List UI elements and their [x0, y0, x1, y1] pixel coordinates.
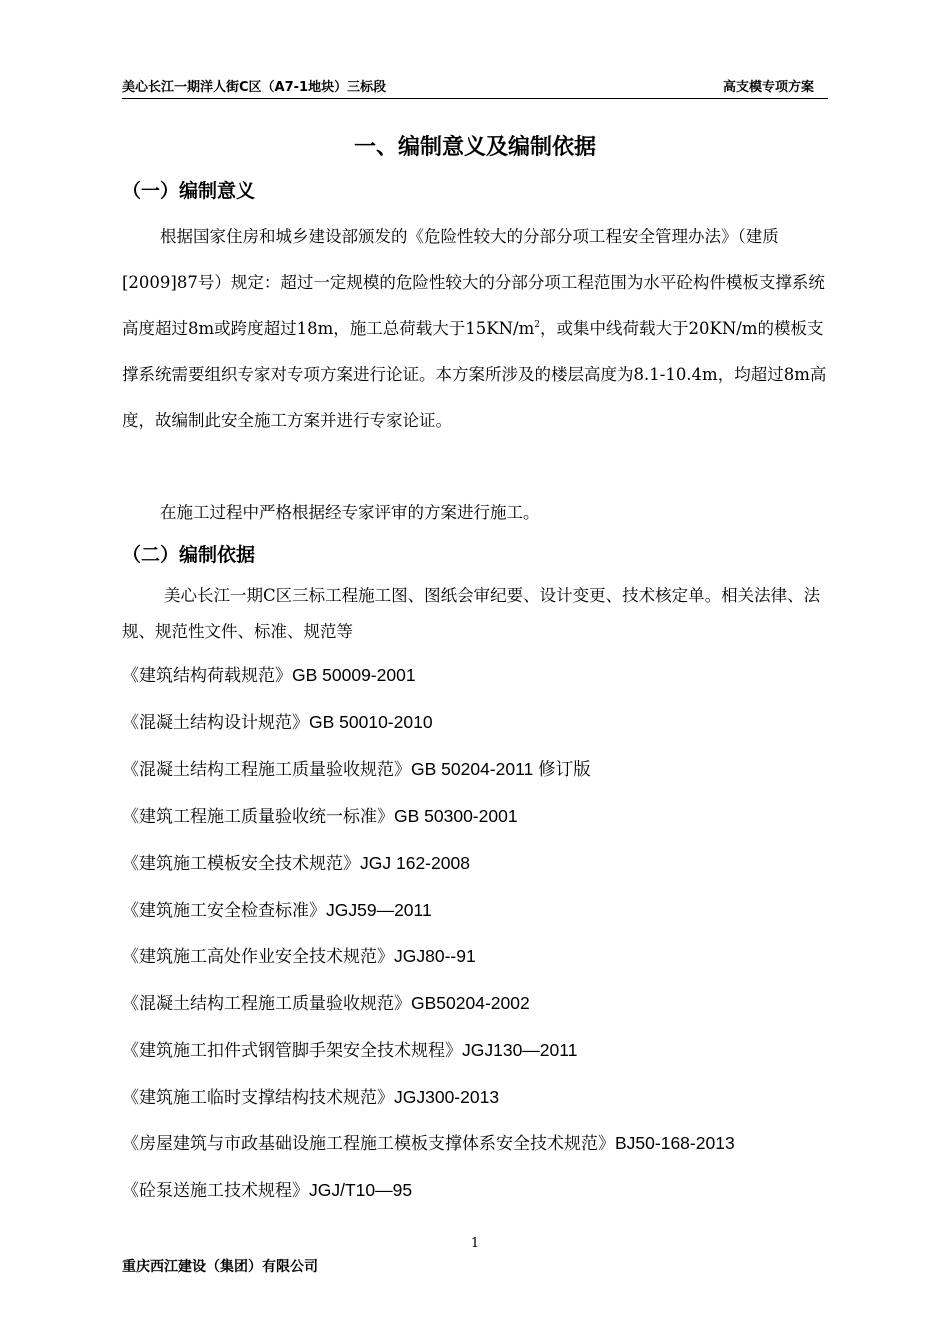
reference-item: 《建筑施工模板安全技术规范》JGJ 162-2008 [122, 853, 470, 874]
reference-item: 《混凝土结构工程施工质量验收规范》GB50204-2002 [122, 993, 530, 1014]
reference-item: 《建筑结构荷载规范》GB 50009-2001 [122, 665, 416, 686]
construction-paragraph: 在施工过程中严格根据经专家评审的方案进行施工。 [160, 503, 540, 522]
section-heading-basis: （二）编制依据 [122, 544, 256, 566]
header-project-name: 美心长江一期洋人街C区（A7-1地块）三标段 [122, 80, 387, 95]
page-header [122, 74, 828, 99]
reference-item: 《建筑施工临时支撑结构技术规范》JGJ300-2013 [122, 1087, 500, 1108]
reference-item: 《砼泵送施工技术规程》JGJ/T10—95 [122, 1180, 413, 1201]
reference-item: 《混凝土结构设计规范》GB 50010-2010 [122, 712, 433, 733]
chapter-title: 一、编制意义及编制依据 [353, 135, 596, 160]
header-doc-type: 高支模专项方案 [722, 80, 814, 95]
superscript: 2 [534, 320, 540, 330]
section-heading-significance: （一）编制意义 [122, 180, 256, 202]
reference-item: 《建筑施工安全检查标准》JGJ59—2011 [122, 900, 432, 921]
page-number: 1 [470, 1236, 480, 1251]
footer-company: 重庆西江建设（集团）有限公司 [122, 1259, 318, 1275]
reference-item: 《建筑施工扣件式钢管脚手架安全技术规程》JGJ130—2011 [122, 1040, 578, 1061]
reference-item: 《建筑工程施工质量验收统一标准》GB 50300-2001 [122, 806, 518, 827]
reference-item: 《建筑施工高处作业安全技术规范》JGJ80--91 [122, 946, 476, 967]
reference-item: 《房屋建筑与市政基础设施工程施工模板支撑体系安全技术规范》BJ50-168-2013 [122, 1133, 735, 1154]
basis-intro-paragraph: 美心长江一期C区三标工程施工图、图纸会审纪要、设计变更、技术核定单。相关法律、法规、规范性文件、标准、规范等 [122, 586, 821, 641]
significance-paragraph: 根据国家住房和城乡建设部颁发的《危险性较大的分部分项工程安全管理办法》（建质[2009]87号）规定：超过一定规模的危险性较大的分部分项工程范围为水平砼构件模板支撑系统高度超过8m或跨度超过18m，施工总荷载大于$15KN/m^2$，或集中线荷载大于20KN/m的模板支撑系统需要组织专家对专项方案进行论证。本方案所涉及的楼层高度为8.1-10.4m，均超过8m高度，故编制此安全施工方案并进行专家论证。 [122, 227, 827, 430]
reference-item: 《混凝土结构工程施工质量验收规范》GB 50204-2011 修订版 [122, 759, 591, 780]
